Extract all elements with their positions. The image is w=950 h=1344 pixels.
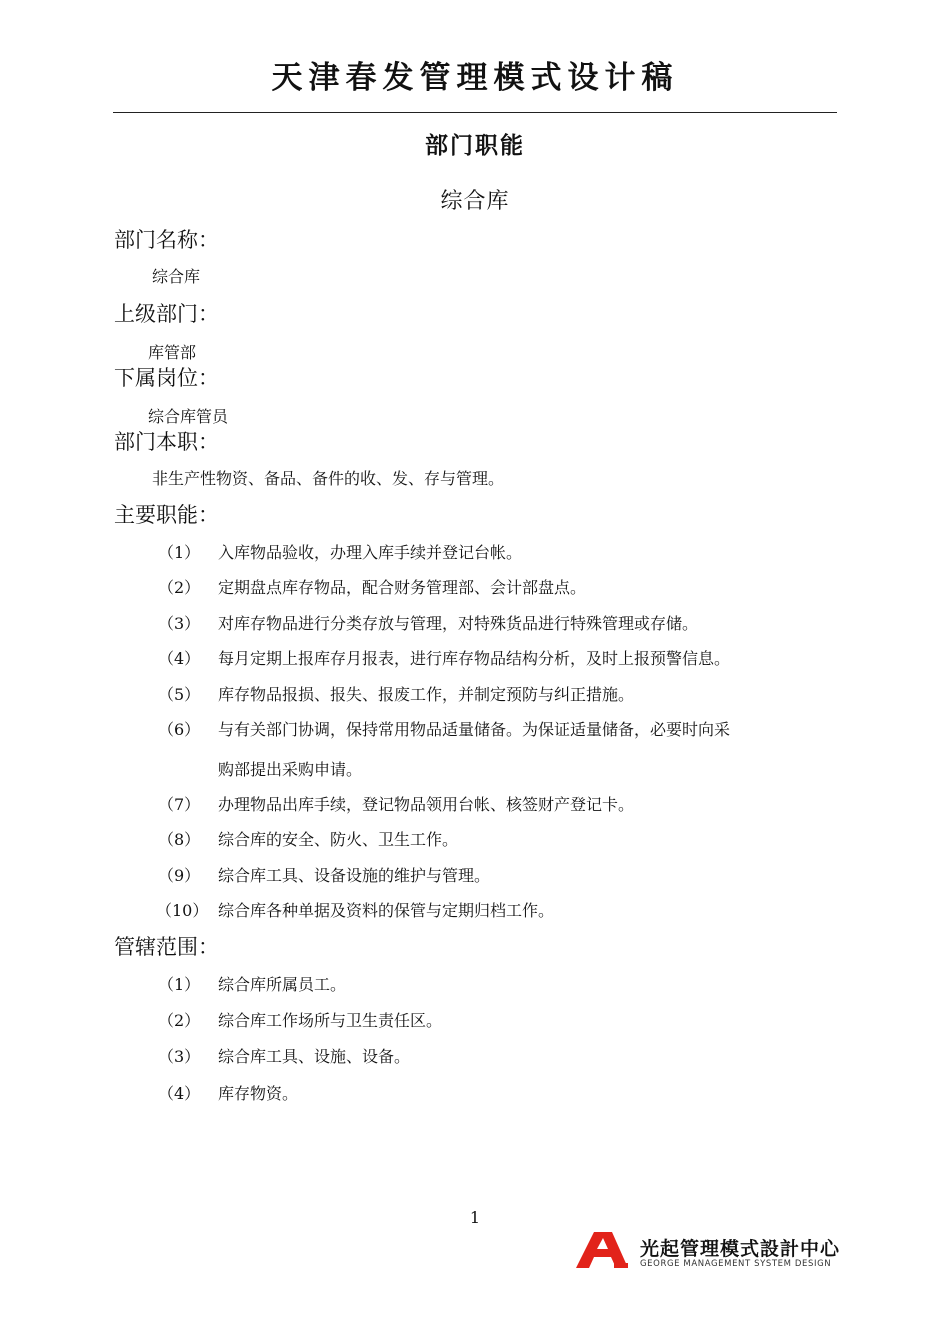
scope-item-number: （1） [158,975,201,994]
logo-a-icon [574,1230,634,1270]
logo-english-name: GEORGE MANAGEMENT SYSTEM DESIGN [640,1259,832,1269]
department-heading: 综合库 [440,189,510,214]
function-item [0,827,950,851]
footer-logo [574,1228,840,1272]
function-item [0,717,950,741]
function-item-text: 综合库工具、设备设施的维护与管理。 [218,866,491,885]
function-item-text: 每月定期上报库存月报表，进行库存物品结构分析，及时上报预警信息。 [218,649,731,668]
scope-item-number: （2） [158,1011,201,1030]
scope-item [0,1008,950,1032]
dept-name-value: 综合库 [152,267,201,286]
section-dept-name-label: 部门名称： [114,228,219,252]
scope-item-text: 综合库工具、设施、设备。 [218,1047,411,1066]
function-item-text-continued: 购部提出采购申请。 [218,760,363,779]
function-item-number: （2） [158,578,201,597]
function-item-text: 定期盘点库存物品，配合财务管理部、会计部盘点。 [218,578,587,597]
header-title: 天津春发管理模式设计稿 [271,60,679,96]
function-item [0,898,950,922]
subordinate-value: 综合库管员 [148,407,229,426]
function-item [0,575,950,599]
scope-item-text: 综合库所属员工。 [218,975,347,994]
superior-value: 库管部 [148,343,197,362]
function-item-number: （9） [158,866,201,885]
scope-item-number: （3） [158,1047,201,1066]
function-item [0,863,950,887]
function-item-number: （5） [158,685,201,704]
function-item-text: 综合库各种单据及资料的保管与定期归档工作。 [218,901,555,920]
section-scope-label: 管辖范围： [114,935,219,959]
function-item [0,646,950,670]
function-item-number: （1） [158,543,201,562]
page-number: 1 [469,1208,481,1227]
header-divider [113,112,837,113]
function-item-text: 与有关部门协调，保持常用物品适量储备。为保证适量储备，必要时向采 [218,720,731,739]
section-functions-label: 主要职能： [114,503,219,527]
function-item-text: 入库物品验收，办理入库手续并登记台帐。 [218,543,523,562]
function-item-number: （4） [158,649,201,668]
function-item-text: 综合库的安全、防火、卫生工作。 [218,830,459,849]
function-item-text: 库存物品报损、报失、报废工作，并制定预防与纠正措施。 [218,685,635,704]
scope-item [0,972,950,996]
function-item-number: （3） [158,614,201,633]
function-item-number: （8） [158,830,201,849]
function-item-continuation [0,757,950,781]
function-item [0,682,950,706]
scope-item [0,1081,950,1105]
function-item-text: 对库存物品进行分类存放与管理，对特殊货品进行特殊管理或存储。 [218,614,699,633]
function-item-number: （7） [158,795,201,814]
section-subordinate-label: 下属岗位： [114,366,219,390]
function-item-number: （10） [156,901,209,920]
document-title: 部门职能 [425,133,525,159]
section-superior-label: 上级部门： [114,302,219,326]
duty-value: 非生产性物资、备品、备件的收、发、存与管理。 [152,469,505,488]
function-item [0,792,950,816]
section-duty-label: 部门本职： [114,430,219,454]
scope-item-text: 库存物资。 [218,1084,299,1103]
logo-chinese-name: 光起管理模式設計中心 [640,1238,841,1260]
scope-item-number: （4） [158,1084,201,1103]
function-item-text: 办理物品出库手续，登记物品领用台帐、核签财产登记卡。 [218,795,635,814]
function-item [0,611,950,635]
function-item-number: （6） [158,720,201,739]
scope-item [0,1044,950,1068]
function-item [0,540,950,564]
scope-item-text: 综合库工作场所与卫生责任区。 [218,1011,443,1030]
